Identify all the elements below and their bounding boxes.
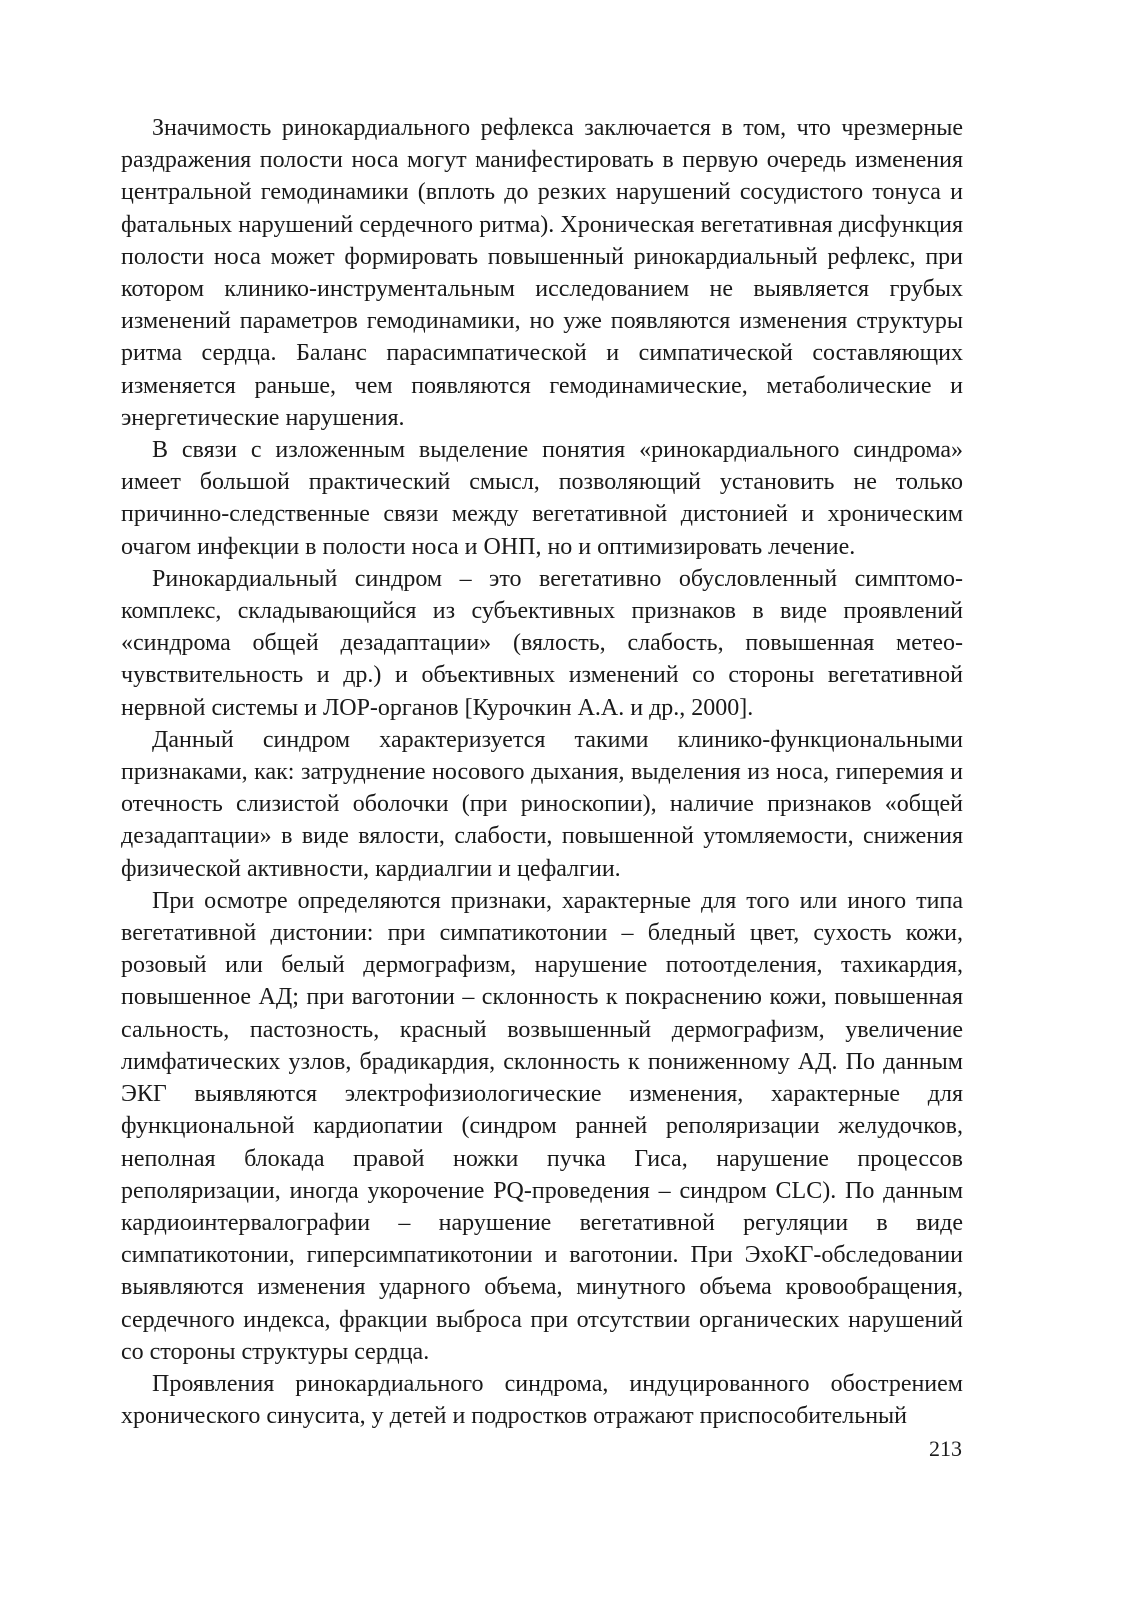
paragraph-syndrome-definition: Ринокардиальный синдром – это вегетативно обусловленный симптомокомплекс, складывающийся из субъективных признаков в виде проявлений «синдрома общей дезадаптации» (вялость, слабость, повышенная метеочувствительность и др.) и объективных изменений со стороны вегетативной нервной системы и ЛОР-органов [Курочкин А.А. и др., 2000]. <box>121 565 963 721</box>
paragraph-examination-findings: При осмотре определяются признаки, характерные для того или иного типа вегетативной дистонии: при симпатикотонии – бледный цвет, сухость кожи, розовый или белый дермографизм, нарушение потоотделения, тахикардия, повышенное АД; при ваготонии – склонность к покраснению кожи, повышенная сальность, пастозность, красный возвышенный дермографизм, увеличение лимфатических узлов, брадикардия, склонность к пониженному АД. По данным ЭКГ выявляются электрофизиологические изменения, характерные для функциональной кардиопатии (синдром ранней реполяризации желудочков, неполная блокада правой ножки пучка Гиса, нарушение процессов реполяризации, иногда укорочение PQ-проведения – синдром CLC). По данным кардиоинтервалографии – нарушение вегетативной регуляции в виде симпатикотонии, гиперсимпатикотонии и ваготонии. При ЭхоКГ-обследовании выявляются изменения ударного объема, минутного объема кровообращения, сердечного индекса, фракции выброса при отсутствии органических нарушений со стороны структуры сердца. <box>121 887 963 1365</box>
paragraph-manifestations: Проявления ринокардиального синдрома, индуцированного обострением хронического синусита, у детей и подростков отражают приспособительный <box>121 1370 963 1430</box>
paragraph-rhinocardial-syndrome-concept: В связи с изложенным выделение понятия «ринокардиального синдрома» имеет большой практический смысл, позволяющий установить не только причинно-следственные связи между вегетативной дистонией и хроническим очагом инфекции в полости носа и ОНП, но и оптимизировать лечение. <box>121 437 963 560</box>
paragraph-clinical-signs: Данный синдром характеризуется такими клинико-функциональными признаками, как: затруднение носового дыхания, выделения из носа, гиперемия и отечность слизистой оболочки (при риноскопии), наличие признаков «общей дезадаптации» в виде вялости, слабости, повышенной утомляемости, снижения физической активности, кардиалгии и цефалгии. <box>121 726 963 882</box>
paragraph-rhinocardial-reflex: Значимость ринокардиального рефлекса заключается в том, что чрезмерные раздражения полости носа могут манифестировать в первую очередь изменения центральной гемодинамики (вплоть до резких нарушений сосудистого тонуса и фатальных нарушений сердечного ритма). Хроническая вегетативная дисфункция полости носа может формировать повышенный ринокардиальный рефлекс, при котором клинико-инструментальным исследованием не выявляется грубых изменений параметров гемодинамики, но уже появляются изменения структуры ритма сердца. Баланс парасимпатической и симпатической составляющих изменяется раньше, чем появляются гемодинамические, метаболические и энергетические нарушения. <box>121 115 963 431</box>
page-number: 213 <box>929 1436 962 1461</box>
body-text <box>121 112 963 1432</box>
